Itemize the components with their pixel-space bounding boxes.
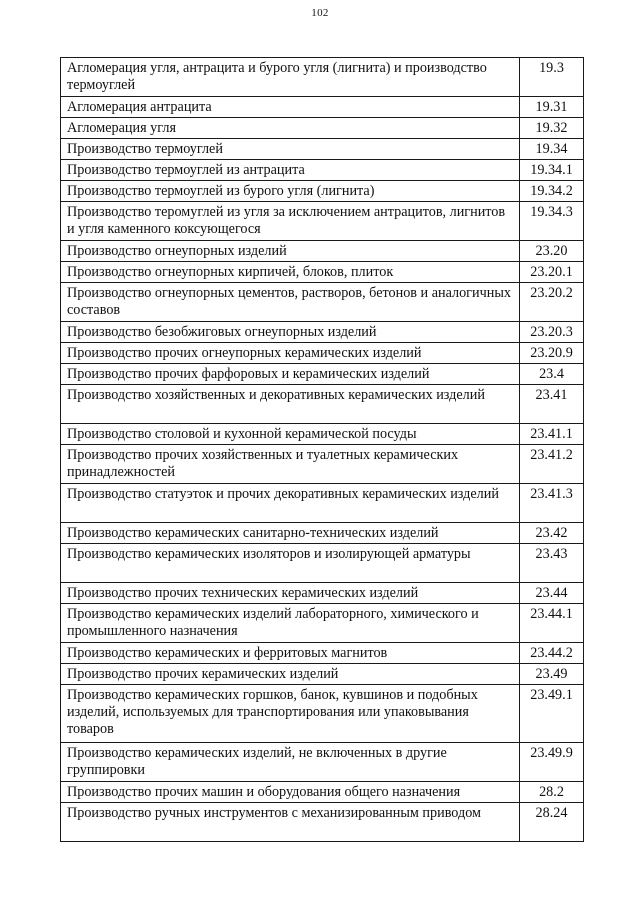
table-row: [61, 583, 584, 604]
table-row: [61, 58, 584, 97]
table-row: [61, 283, 584, 322]
activity-name-cell: Агломерация угля: [61, 118, 520, 139]
table-row: [61, 364, 584, 385]
activity-code-cell: 23.41.1: [520, 424, 584, 445]
activity-code-cell: 19.31: [520, 97, 584, 118]
activity-code-cell: 23.42: [520, 523, 584, 544]
table-row: [61, 604, 584, 643]
table-row: [61, 160, 584, 181]
activity-code-cell: 23.43: [520, 544, 584, 583]
activity-name-cell: Производство термоуглей: [61, 139, 520, 160]
activity-name-cell: Производство керамических горшков, банок, кувшинов и подобных изделий, используемых для транспортирования или упаковывания товаров: [61, 685, 520, 743]
activity-code-cell: 23.49.1: [520, 685, 584, 743]
table-row: [61, 139, 584, 160]
activity-name-cell: Агломерация антрацита: [61, 97, 520, 118]
activity-code-cell: 19.34: [520, 139, 584, 160]
table-row: [61, 803, 584, 842]
activity-code-cell: 23.41.2: [520, 445, 584, 484]
table-row: [61, 743, 584, 782]
activity-code-cell: 19.34.3: [520, 202, 584, 241]
activity-code-cell: 19.32: [520, 118, 584, 139]
activity-name-cell: Производство столовой и кухонной керамической посуды: [61, 424, 520, 445]
table-row: [61, 385, 584, 424]
activity-name-cell: Производство статуэток и прочих декоративных керамических изделий: [61, 484, 520, 523]
activity-name-cell: Производство ручных инструментов с механизированным приводом: [61, 803, 520, 842]
activity-name-cell: Производство хозяйственных и декоративных керамических изделий: [61, 385, 520, 424]
activity-name-cell: Производство керамических санитарно-технических изделий: [61, 523, 520, 544]
activity-name-cell: Агломерация угля, антрацита и бурого угля (лигнита) и производство термоуглей: [61, 58, 520, 97]
activity-name-cell: Производство прочих технических керамических изделий: [61, 583, 520, 604]
activity-code-cell: 19.3: [520, 58, 584, 97]
activity-name-cell: Производство прочих огнеупорных керамических изделий: [61, 343, 520, 364]
table-row: [61, 118, 584, 139]
activity-code-cell: 23.20.1: [520, 262, 584, 283]
table-row: [61, 241, 584, 262]
activity-name-cell: Производство прочих керамических изделий: [61, 664, 520, 685]
activity-name-cell: Производство прочих хозяйственных и туалетных керамических принадлежностей: [61, 445, 520, 484]
activity-code-cell: 23.20.9: [520, 343, 584, 364]
table-body: [61, 58, 584, 842]
activity-code-cell: 19.34.2: [520, 181, 584, 202]
activity-name-cell: Производство теромуглей из угля за исключением антрацитов, лигнитов и угля каменного коксующегося: [61, 202, 520, 241]
activity-name-cell: Производство термоуглей из бурого угля (лигнита): [61, 181, 520, 202]
activity-code-cell: 28.24: [520, 803, 584, 842]
activity-code-cell: 23.41: [520, 385, 584, 424]
table-row: [61, 664, 584, 685]
activity-name-cell: Производство огнеупорных кирпичей, блоков, плиток: [61, 262, 520, 283]
table-row: [61, 445, 584, 484]
table-row: [61, 202, 584, 241]
activity-name-cell: Производство огнеупорных изделий: [61, 241, 520, 262]
page-number: 102: [311, 7, 329, 19]
activity-name-cell: Производство керамических и ферритовых магнитов: [61, 643, 520, 664]
activity-code-cell: 23.4: [520, 364, 584, 385]
table-row: [61, 643, 584, 664]
activity-code-cell: 19.34.1: [520, 160, 584, 181]
activity-name-cell: Производство безобжиговых огнеупорных изделий: [61, 322, 520, 343]
activity-code-cell: 23.20.2: [520, 283, 584, 322]
table-row: [61, 484, 584, 523]
table-row: [61, 782, 584, 803]
activity-name-cell: Производство огнеупорных цементов, растворов, бетонов и аналогичных составов: [61, 283, 520, 322]
activity-name-cell: Производство керамических изделий, не включенных в другие группировки: [61, 743, 520, 782]
activity-code-cell: 23.44: [520, 583, 584, 604]
table-row: [61, 544, 584, 583]
table-row: [61, 685, 584, 743]
activity-code-cell: 23.49.9: [520, 743, 584, 782]
table-row: [61, 97, 584, 118]
activity-code-cell: 23.20: [520, 241, 584, 262]
table-row: [61, 424, 584, 445]
table-row: [61, 343, 584, 364]
activity-code-cell: 23.20.3: [520, 322, 584, 343]
activity-code-cell: 28.2: [520, 782, 584, 803]
table-row: [61, 322, 584, 343]
activity-name-cell: Производство прочих фарфоровых и керамических изделий: [61, 364, 520, 385]
activity-name-cell: Производство керамических изделий лабораторного, химического и промышленного назначения: [61, 604, 520, 643]
activity-name-cell: Производство термоуглей из антрацита: [61, 160, 520, 181]
table-row: [61, 181, 584, 202]
activity-code-cell: 23.41.3: [520, 484, 584, 523]
activity-codes-table: [60, 57, 584, 842]
table-row: [61, 523, 584, 544]
activity-code-cell: 23.44.2: [520, 643, 584, 664]
activity-name-cell: Производство прочих машин и оборудования общего назначения: [61, 782, 520, 803]
activity-code-cell: 23.49: [520, 664, 584, 685]
table-row: [61, 262, 584, 283]
activity-code-cell: 23.44.1: [520, 604, 584, 643]
activity-name-cell: Производство керамических изоляторов и изолирующей арматуры: [61, 544, 520, 583]
